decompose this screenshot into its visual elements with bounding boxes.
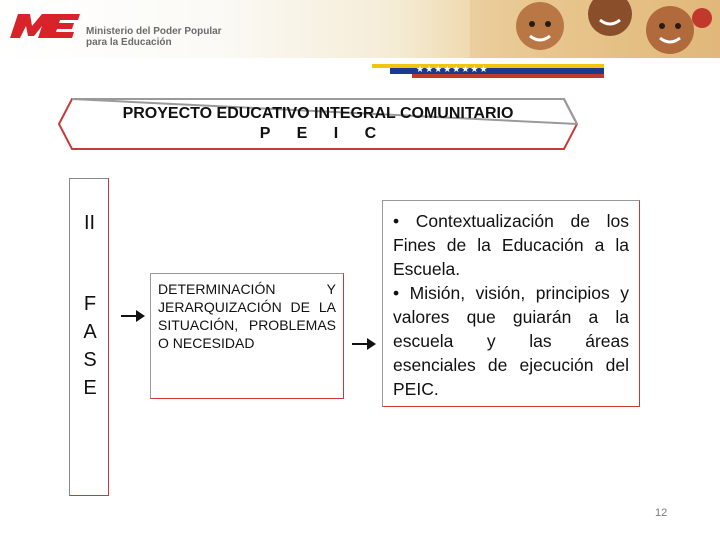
title-text <box>58 104 578 144</box>
phase-letter: E <box>83 377 97 399</box>
flag-stars-icon: ★★★★★★★★ <box>416 64 489 74</box>
phase-letter: A <box>83 321 97 343</box>
context-bullet-2: • Misión, visión, principios y valores que guiarán a la escuela y las áreas esenciales de ejecución del PEIC. <box>393 283 629 399</box>
ministry-line-2: para la Educación <box>86 37 172 48</box>
page-number: 12 <box>655 507 668 519</box>
situation-box <box>150 273 344 399</box>
title-line-1: PROYECTO EDUCATIVO INTEGRAL COMUNITARIO <box>122 105 514 122</box>
situation-text: DETERMINACIÓN Y JERARQUIZACIÓN DE LA SITUACIÓN, PROBLEMAS O NECESIDAD <box>158 281 336 351</box>
arrow-right-icon <box>120 307 146 325</box>
ministry-line-1: Ministerio del Poder Popular <box>86 26 222 37</box>
children-photo <box>470 0 720 58</box>
title-line-2: P E I C <box>259 125 377 142</box>
phase-word <box>82 290 98 402</box>
phase-letter: F <box>83 293 97 315</box>
arrow-right-icon <box>351 335 377 353</box>
phase-number: II <box>84 212 96 234</box>
phase-letter: S <box>83 349 97 371</box>
ministry-name <box>86 26 222 48</box>
context-bullet-1: • Contextualización de los Fines de la Educación a la Escuela. <box>393 211 629 279</box>
header-band <box>0 0 720 58</box>
context-box <box>382 200 640 407</box>
me-logo <box>8 6 82 44</box>
